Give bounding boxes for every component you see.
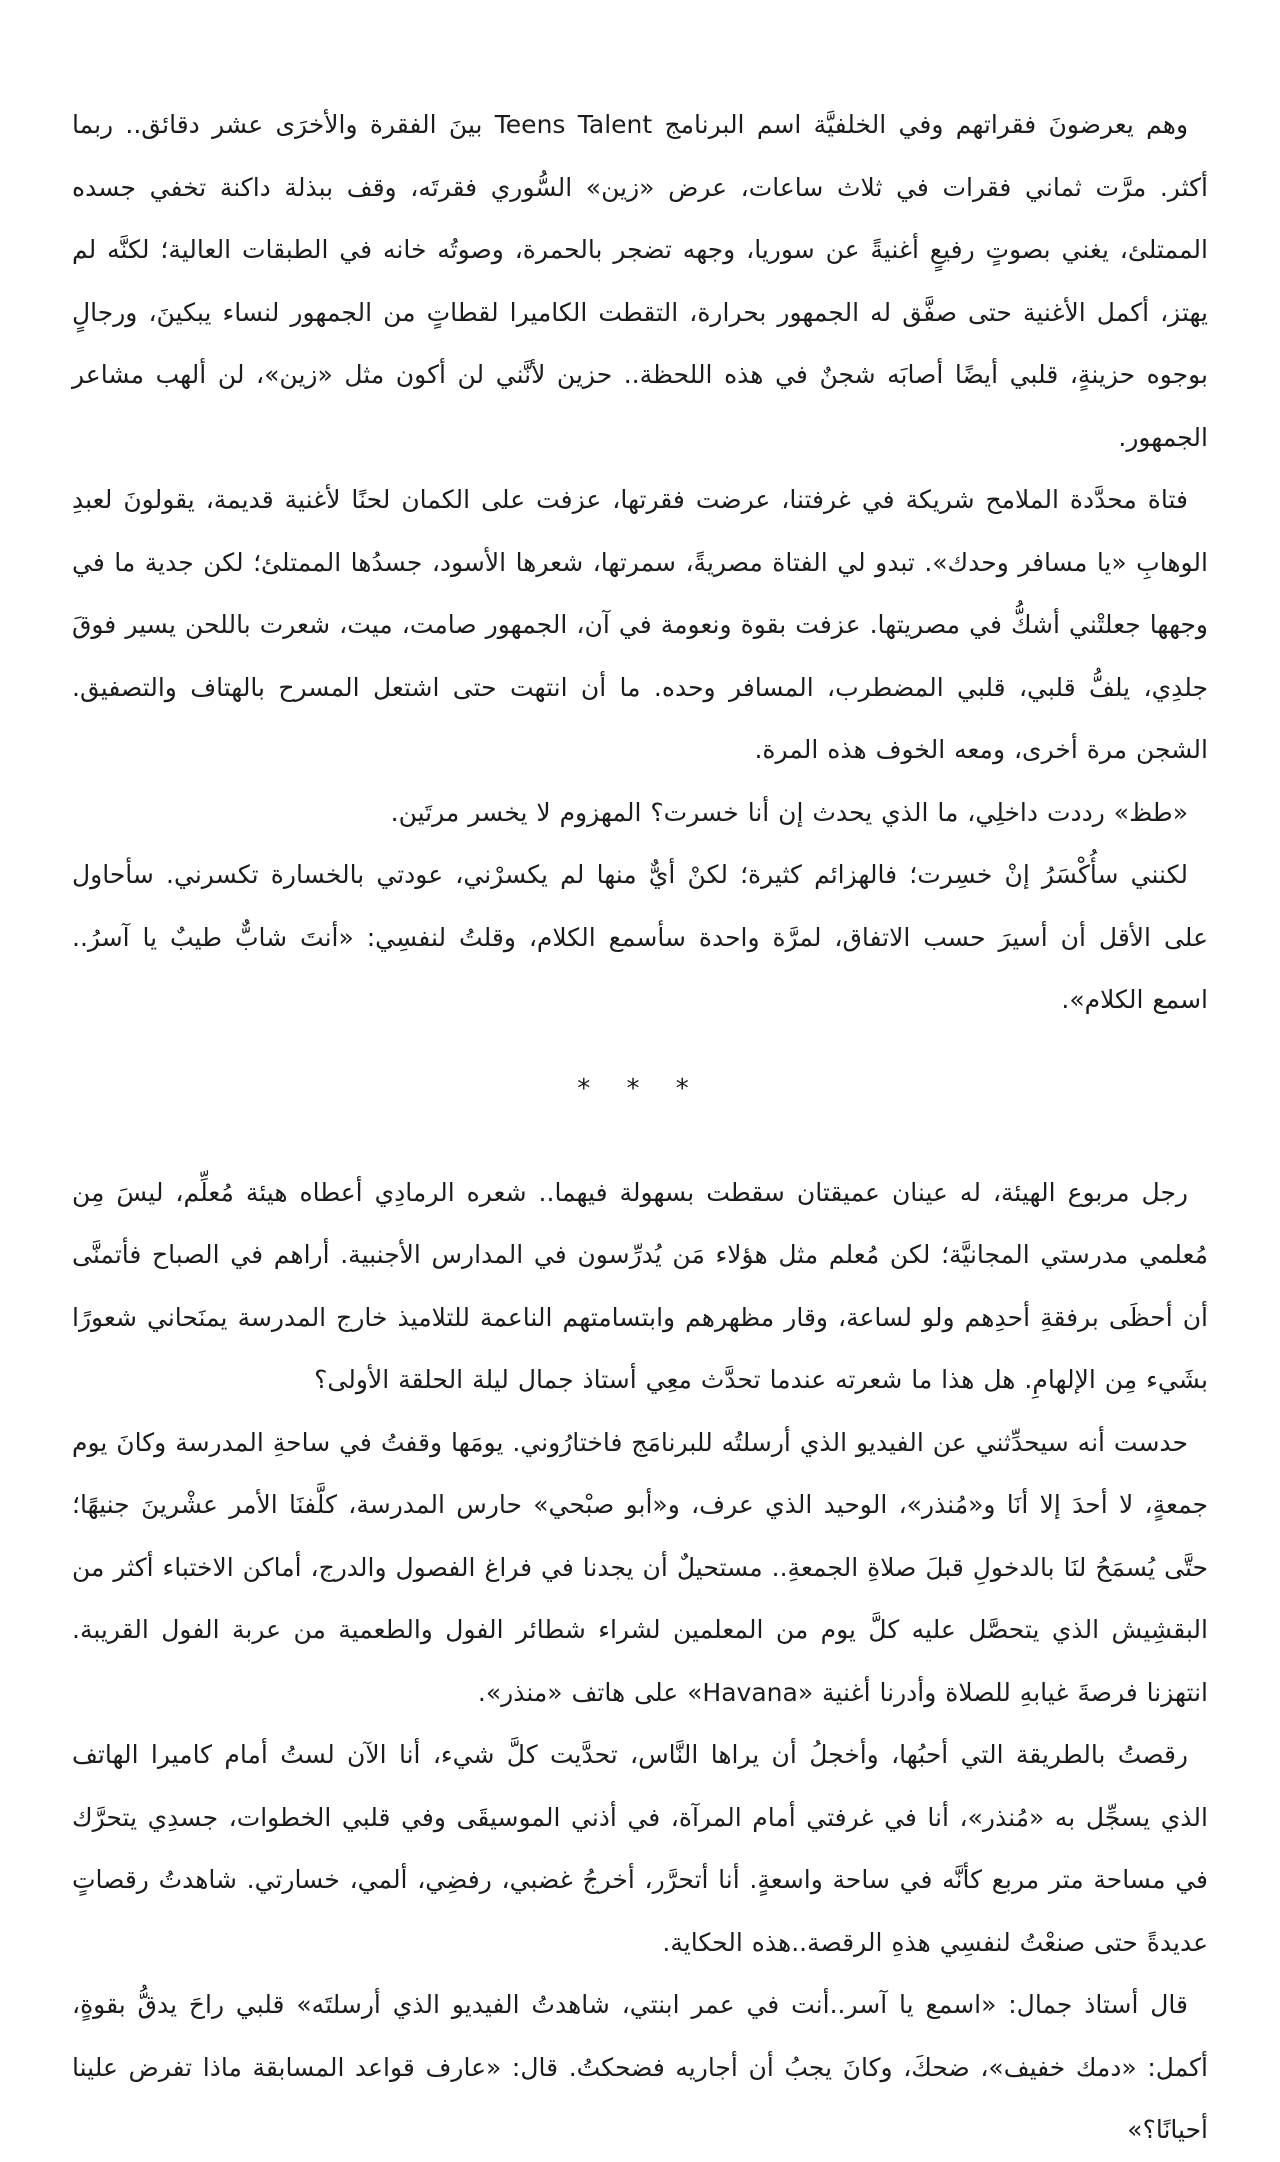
paragraph: لكنني سأُكْسَرُ إنْ خسِرت؛ فالهزائم كثيرة؛ لكنْ أيٌّ منها لم يكسرْني، عودتي بالخسارة تكسرني. سأحاول على الأقل أن أسيرَ حسب الاتفاق، لمرَّة واحدة سأسمع الكلام، وقلتُ لنفسِي: «أنتَ شابٌّ طيبٌ يا آسرُ.. اسمع الكلام». (72, 860, 1208, 1014)
paragraph: وهم يعرضونَ فقراتهم وفي الخلفيَّة اسم البرنامج Teens Talent بينَ الفقرة والأخرَى عشر دقائق.. ربما أكثر. مرَّت ثماني فقرات في ثلاث ساعات، عرض «زين» السُّوري فقرتَه، وقف ببذلة داكنة تخفي جسده الممتلئ، يغني بصوتٍ رفيعٍ أغنيةً عن سوريا، وجهه تضجر بالحمرة، وصوتُه خانه في الطبقات العالية؛ لكنَّه لم يهتز، أكمل الأغنية حتى صفَّق له الجمهور بحرارة، التقطت الكاميرا لقطاتٍ من الجمهور لنساء يبكينَ، ورجالٍ بوجوه حزينةٍ، قلبي أيضًا أصابَه شجنٌ في هذه اللحظة.. حزين لأنَّني لن أكون مثل «زين»، لن ألهب مشاعر الجمهور. (72, 110, 1208, 452)
section-separator: * * * (577, 1073, 703, 1104)
paragraph: قال أستاذ جمال: «اسمع يا آسر..أنت في عمر ابنتي، شاهدتُ الفيديو الذي أرسلتَه» قلبي راحَ يدقُّ بقوةٍ، أكمل: «دمك خفيف»، ضحكَ، وكانَ يجبُ أن أجاريه فضحكتُ. قال: «عارف قواعد المسابقة ماذا تفرض علينا أحيانًا؟» (72, 1990, 1208, 2144)
paragraph: رجل مربوع الهيئة، له عينان عميقتان سقطت بسهولة فيهما.. شعره الرمادِي أعطاه هيئة مُعلِّم، ليسَ مِن مُعلمي مدرستي المجانيَّة؛ لكن مُعلم مثل هؤلاء مَن يُدرِّسون في المدارس الأجنبية. أراهم في الصباح فأتمنَّى أن أحظَى برفقةِ أحدِهم ولو لساعة، وقار مظهرهم وابتسامتهم الناعمة للتلاميذ خارج المدرسة يمنَحاني شعورًا بشَيء مِن الإلهامِ. هل هذا ما شعرته عندما تحدَّث معِي أستاذ جمال ليلة الحلقة الأولى؟ (72, 1177, 1208, 1394)
paragraph: «طظ» رددت داخلِي، ما الذي يحدث إن أنا خسرت؟ المهزوم لا يخسر مرتَين. (390, 797, 1188, 827)
paragraph: فتاة محدَّدة الملامح شريكة في غرفتنا، عرضت فقرتها، عزفت على الكمان لحنًا لأغنية قديمة، يقولونَ لعبدِ الوهابِ «يا مسافر وحدك». تبدو لي الفتاة مصريةً، سمرتها، شعرها الأسود، جسدُها الممتلئ؛ لكن جدية ما في وجهها جعلتْني أشكُّ في مصريتها. عزفت بقوة ونعومة في آن، الجمهور صامت، ميت، شعرت باللحن يسير فوقَ جلدِي، يلفُّ قلبي، قلبي المضطرب، المسافر وحده. ما أن انتهت حتى اشتعل المسرح بالهتاف والتصفيق. الشجن مرة أخرى، ومعه الخوف هذه المرة. (72, 485, 1208, 764)
book-page (72, 94, 1208, 2162)
paragraph: رقصتُ بالطريقة التي أحبُها، وأخجلُ أن يراها النَّاس، تحدَّيت كلَّ شيء، أنا الآن لستُ أمام كاميرا الهاتف الذي يسجِّل به «مُنذر»، أنا في غرفتي أمام المرآة، في أذني الموسيقَى وفي قلبي الخطوات، جسدِي يتحرَّك في مساحة متر مربع كأنَّه في ساحة واسعةٍ. أنا أتحرَّر، أخرجُ غضبي، رفضِي، ألمي، خسارتي. شاهدتُ رقصاتٍ عديدةً حتى صنعْتُ لنفسِي هذهِ الرقصة..هذه الحكاية. (72, 1740, 1208, 1957)
paragraph: حدست أنه سيحدِّثني عن الفيديو الذي أرسلتُه للبرنامَج فاختارُوني. يومَها وقفتُ في ساحةِ المدرسة وكانَ يوم جمعةٍ، لا أحدَ إلا أنَا و«مُنذر»، الوحيد الذي عرف، و«أبو صبْحي» حارس المدرسة، كلَّفنَا الأمر عشْرينَ جنيهًا؛ حتَّى يُسمَحُ لنَا بالدخولِ قبلَ صلاةِ الجمعةِ.. مستحيلٌ أن يجدنا في فراغ الفصول والدرج، أماكن الاختباء أكثر من البقشِيش الذي يتحصَّل عليه كلَّ يوم من المعلمين لشراء شطائر الفول والطعمية من عربة الفول القريبة. انتهزنا فرصةَ غيابهِ للصلاة وأدرنا أغنية «Havana» على هاتف «منذر». (72, 1427, 1208, 1707)
